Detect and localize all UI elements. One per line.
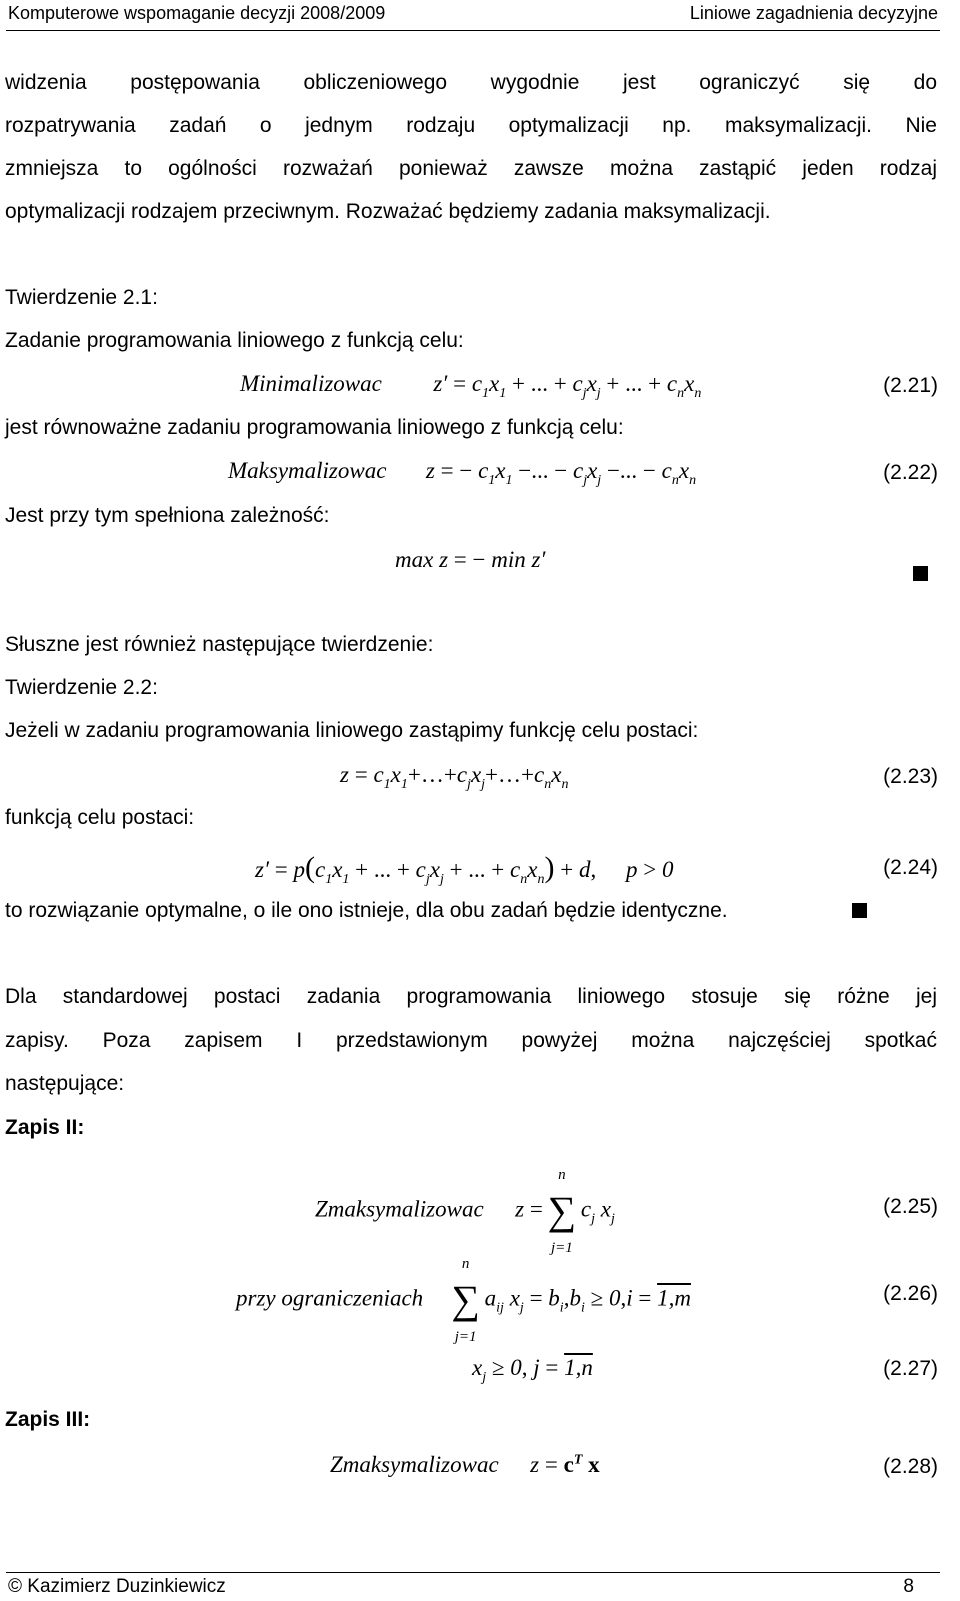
- end-of-proof-icon: [913, 566, 928, 581]
- page-number: 8: [903, 1576, 914, 1597]
- paragraph-line: rozpatrywania zadań o jednym rodzaju optymalizacji np. maksymalizacji. Nie: [5, 114, 937, 137]
- math-word: Minimalizowac: [240, 371, 382, 396]
- theorem-text: Jest przy tym spełniona zależność:: [5, 504, 330, 527]
- footer-rule: [6, 1572, 940, 1573]
- equation-2-26: przy ograniczeniach n ∑ j=1 $a_{ij}$ $x_j = b_i,b_i \ge 0,i = 1,m$: [236, 1256, 691, 1345]
- paragraph-line: Słuszne jest również następujące twierdzenie:: [5, 633, 434, 656]
- paragraph-line: widzenia postępowania obliczeniowego wygodnie jest ograniczyć się do: [5, 71, 937, 94]
- footer-author: © Kazimierz Duzinkiewicz: [8, 1576, 226, 1597]
- theorem-title: Twierdzenie 2.1:: [5, 286, 158, 309]
- equation-number: (2.23): [883, 765, 938, 788]
- theorem-text: jest równoważne zadaniu programowania liniowego z funkcją celu:: [5, 416, 624, 439]
- math-word: max: [395, 547, 434, 572]
- math-word: przy ograniczeniach: [236, 1285, 424, 1311]
- equation-2-21: Minimalizowac $z' = c_1x_1$ + ... + $c_jx_j$ + ... + $c_nx_n$: [240, 371, 702, 401]
- math-word: Zmaksymalizowac: [330, 1452, 499, 1477]
- header-rule: [6, 30, 940, 31]
- equation-number: (2.28): [883, 1455, 938, 1478]
- paragraph-line: zapisy. Poza zapisem I przedstawionym powyżej można najczęściej spotkać: [5, 1029, 937, 1052]
- equation-number: (2.24): [883, 856, 938, 879]
- section-label-zapis-3: Zapis III:: [5, 1408, 91, 1431]
- theorem-text: funkcją celu postaci:: [5, 806, 195, 829]
- equation-2-25: Zmaksymalizowac z = n ∑ j=1 $c_j$ $x_j$: [315, 1167, 615, 1256]
- header-title: Komputerowe wspomaganie decyzji 2008/2009: [8, 3, 386, 23]
- paragraph-line: następujące:: [5, 1072, 125, 1095]
- math-word: min: [491, 547, 526, 572]
- theorem-title: Twierdzenie 2.2:: [5, 676, 158, 699]
- equation-number: (2.21): [883, 374, 938, 397]
- equation-2-28: Zmaksymalizowac $z = c^T$ x: [330, 1452, 600, 1477]
- equation-2-24: $z' = p(c_1x_1$ + ... + $c_jx_j$ + ... + $c_nx_n) + d$, p > 0: [255, 851, 674, 887]
- math-word: Maksymalizowac: [228, 458, 387, 483]
- equation-number: (2.22): [883, 461, 938, 484]
- paragraph-line: optymalizacji rodzajem przeciwnym. Rozważać będziemy zadania maksymalizacji.: [5, 200, 771, 223]
- equation-2-27: $x_j \ge 0$, j = 1,n: [472, 1355, 593, 1385]
- header-chapter: Liniowe zagadnienia decyzyjne: [689, 3, 938, 23]
- theorem-text: to rozwiązanie optymalne, o ile ono istnieje, dla obu zadań będzie identyczne.: [5, 899, 728, 922]
- equation-number: (2.27): [883, 1357, 938, 1380]
- equation-number: (2.26): [883, 1282, 938, 1305]
- equation-2-22: Maksymalizowac z = − $c_1x_1$ −... − $c_jx_j$ −... − $c_nx_n$: [228, 458, 697, 488]
- equation-max-min: max z = − min z′: [395, 547, 546, 572]
- end-of-proof-icon: [852, 903, 867, 918]
- equation-number: (2.25): [883, 1195, 938, 1218]
- theorem-text: Jeżeli w zadaniu programowania liniowego zastąpimy funkcję celu postaci:: [5, 719, 699, 742]
- paragraph-line: zmniejsza to ogólności rozważań ponieważ zawsze można zastąpić jeden rodzaj: [5, 157, 937, 180]
- paragraph-line: Dla standardowej postaci zadania programowania liniowego stosuje się różne jej: [5, 985, 937, 1008]
- math-word: Zmaksymalizowac: [315, 1196, 484, 1222]
- section-label-zapis-2: Zapis II:: [5, 1116, 85, 1139]
- equation-2-23: $z = c_1x_1+\dots+c_jx_j+\dots+c_nx_n$: [340, 762, 569, 792]
- theorem-text: Zadanie programowania liniowego z funkcją celu:: [5, 329, 464, 352]
